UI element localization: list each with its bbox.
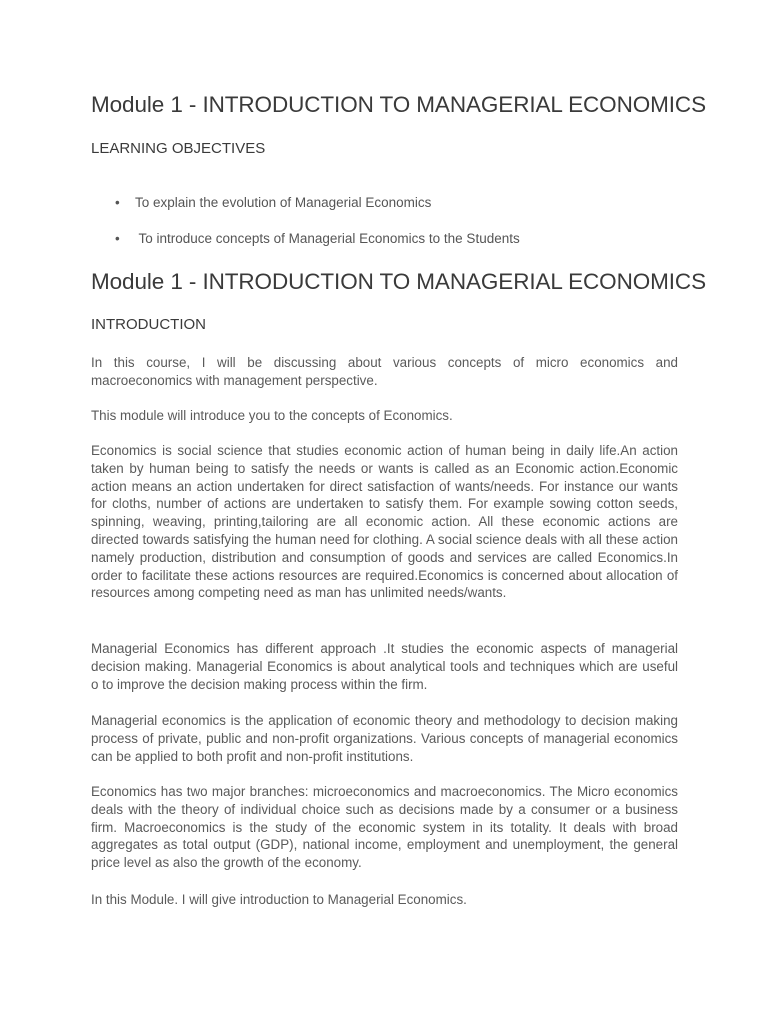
paragraph-managerial-application: Managerial economics is the application of economic theory and methodology to decision making process of private, public and non-profit organizations. Various concepts of managerial economics can be applied to both profit and non-profit institutions. bbox=[91, 713, 678, 764]
paragraph-module-closing: In this Module. I will give introduction to Managerial Economics. bbox=[91, 892, 467, 907]
paragraph-managerial-approach: Managerial Economics has different approach .It studies the economic aspects of managerial decision making. Managerial Economics is about analytical tools and techniques which are useful o to improve the decision making process within the firm. bbox=[91, 641, 678, 692]
module-title-2: Module 1 - INTRODUCTION TO MANAGERIAL ECONOMICS bbox=[91, 269, 706, 294]
objective-item bbox=[91, 195, 678, 210]
learning-objectives-heading: LEARNING OBJECTIVES bbox=[91, 140, 266, 157]
paragraph-economics-definition: Economics is social science that studies economic action of human being in daily life.An action taken by human being to satisfy the needs or wants is called as an Economic action.Economic action means an action undertaken for direct satisfaction of wants/needs. For instance our wants for cloths, number of actions are undertaken to satisfy them. For example sowing cotton seeds, spinning, weaving, printing,tailoring are all economic action. All these economic actions are directed towards satisfying the human need for clothing. A social science deals with all these action namely production, distribution and consumption of goods and services are called Economics.In order to facilitate these actions resources are required.Economics is concerned about allocation of resources among competing need as man has unlimited needs/wants. bbox=[91, 443, 678, 601]
paragraph-module-intro: This module will introduce you to the concepts of Economics. bbox=[91, 408, 453, 423]
paragraph-economics-branches: Economics has two major branches: microeconomics and macroeconomics. The Micro economics deals with the theory of individual choice such as decisions made by a consumer or a business firm. Macroeconomics is the study of the economic system in its totality. It deals with broad aggregates as total output (GDP), national income, employment and unemployment, the general price level as also the growth of the economy. bbox=[91, 784, 678, 871]
paragraph-course-overview: In this course, I will be discussing about various concepts of micro economics and macroeconomics with management perspective. bbox=[91, 355, 678, 388]
objective-item bbox=[91, 231, 678, 246]
introduction-heading: INTRODUCTION bbox=[91, 316, 206, 333]
bullet-icon: • bbox=[115, 231, 120, 246]
module-title-1: Module 1 - INTRODUCTION TO MANAGERIAL ECONOMICS bbox=[91, 92, 706, 117]
objectives-list bbox=[91, 195, 678, 246]
objective-text: To introduce concepts of Managerial Economics to the Students bbox=[135, 231, 520, 246]
bullet-icon: • bbox=[115, 195, 120, 210]
objective-text: To explain the evolution of Managerial Economics bbox=[135, 195, 432, 210]
